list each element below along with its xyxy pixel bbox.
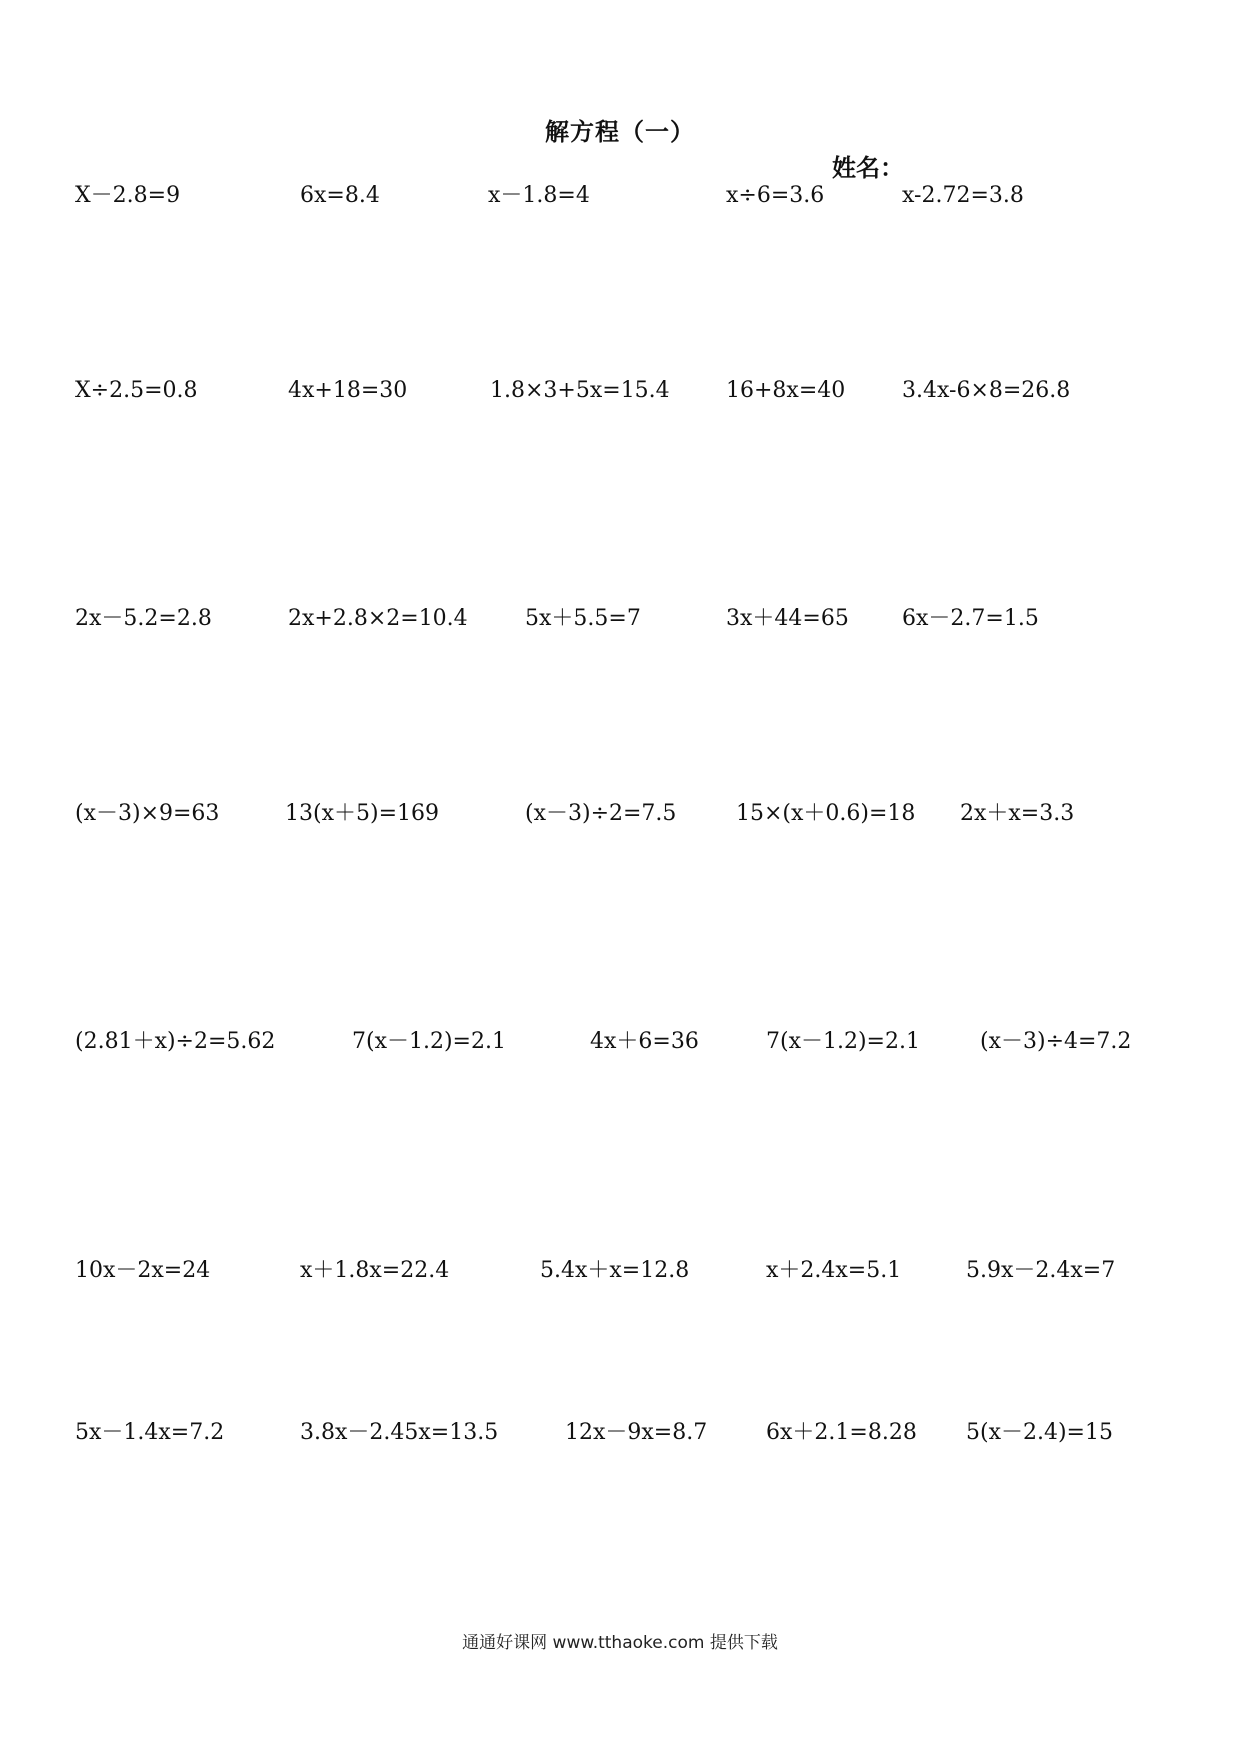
equation: x＋1.8x=22.4 (300, 1258, 450, 1283)
equation: 7(x－1.2)=2.1 (766, 1029, 920, 1054)
equation: 3.8x－2.45x=13.5 (300, 1420, 499, 1445)
equation: 4x+18=30 (288, 378, 408, 403)
equation: 3x＋44=65 (726, 606, 849, 631)
equation: 6x＋2.1=8.28 (766, 1420, 917, 1445)
page-title: 解方程（一） (545, 118, 695, 146)
equation: x－1.8=4 (488, 183, 590, 208)
equation: (2.81＋x)÷2=5.62 (75, 1029, 276, 1054)
equation: 5x－1.4x=7.2 (75, 1420, 225, 1445)
equation: 2x－5.2=2.8 (75, 606, 212, 631)
equation: 5.4x＋x=12.8 (540, 1258, 690, 1283)
equation: 16+8x=40 (726, 378, 846, 403)
equation: 6x=8.4 (300, 183, 380, 208)
equation-row-4 (0, 796, 1240, 832)
equation: x＋2.4x=5.1 (766, 1258, 902, 1283)
equation-row-6 (0, 1253, 1240, 1289)
equation: X÷2.5=0.8 (75, 378, 198, 403)
equation: x-2.72=3.8 (902, 183, 1024, 208)
equation: 5.9x－2.4x=7 (966, 1258, 1116, 1283)
equation: 13(x＋5)=169 (285, 801, 439, 826)
equation: 15×(x＋0.6)=18 (736, 801, 916, 826)
equation: 5(x－2.4)=15 (966, 1420, 1113, 1445)
equation-row-7 (0, 1415, 1240, 1451)
equation: 5x＋5.5=7 (525, 606, 641, 631)
equation-row-3 (0, 601, 1240, 637)
equation: 2x+2.8×2=10.4 (288, 606, 468, 631)
equation: x÷6=3.6 (726, 183, 825, 208)
equation: 4x＋6=36 (590, 1029, 699, 1054)
equation: 7(x－1.2)=2.1 (352, 1029, 506, 1054)
footer-text: 通通好课网 www.tthaoke.com 提供下载 (462, 1633, 778, 1653)
equation: (x－3)×9=63 (75, 801, 220, 826)
equation: 2x＋x=3.3 (960, 801, 1075, 826)
equation: 10x－2x=24 (75, 1258, 211, 1283)
equation: X－2.8=9 (75, 183, 181, 208)
equation-row-2 (0, 373, 1240, 409)
equation: 1.8×3+5x=15.4 (490, 378, 670, 403)
equation-row-1 (0, 178, 1240, 214)
equation-row-5 (0, 1024, 1240, 1060)
name-label: 姓名： (832, 154, 904, 182)
equation: 6x－2.7=1.5 (902, 606, 1039, 631)
equation: 3.4x-6×8=26.8 (902, 378, 1071, 403)
equation: 12x－9x=8.7 (565, 1420, 708, 1445)
equation: (x－3)÷4=7.2 (980, 1029, 1132, 1054)
equation: (x－3)÷2=7.5 (525, 801, 677, 826)
